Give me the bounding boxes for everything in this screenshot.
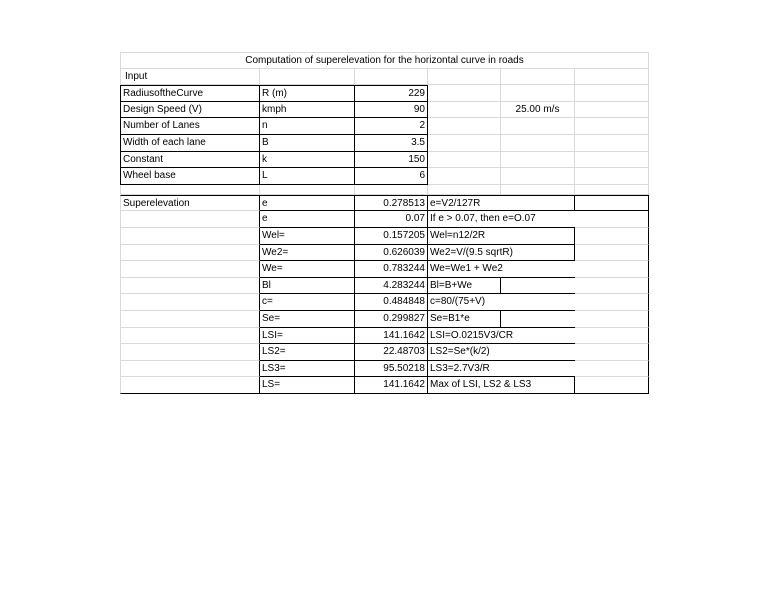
empty-cell[interactable] [575, 69, 649, 86]
result-value-cell[interactable]: 141.1642 [355, 377, 428, 394]
empty-cell[interactable] [501, 228, 575, 245]
result-row [120, 328, 649, 345]
result-symbol-cell[interactable]: Wel= [260, 228, 355, 245]
spacer-row [120, 185, 649, 195]
empty-cell[interactable] [501, 168, 575, 185]
spreadsheet [120, 52, 649, 394]
empty-cell[interactable] [501, 211, 575, 228]
input-name-cell[interactable]: Design Speed (V) [120, 102, 260, 119]
empty-cell[interactable] [355, 69, 428, 86]
input-table [120, 85, 649, 185]
result-value-cell[interactable]: 0.783244 [355, 261, 428, 278]
result-formula-cell[interactable]: c=80/(75+V) [428, 294, 501, 311]
result-formula-cell[interactable]: We=We1 + We2 [428, 261, 501, 278]
result-formula-cell[interactable]: LSI=O.0215V3/CR [428, 328, 501, 345]
result-row [120, 228, 649, 245]
result-value-cell[interactable]: 0.07 [355, 211, 428, 228]
empty-cell[interactable] [501, 245, 575, 262]
empty-cell[interactable] [501, 361, 575, 378]
empty-cell[interactable] [428, 85, 501, 102]
result-row [120, 361, 649, 378]
result-formula-cell[interactable]: We2=V/(9.5 sqrtR) [428, 245, 501, 262]
empty-cell[interactable] [120, 328, 260, 345]
result-symbol-cell[interactable]: c= [260, 294, 355, 311]
result-row [120, 245, 649, 262]
result-value-cell[interactable]: 0.157205 [355, 228, 428, 245]
result-row [120, 344, 649, 361]
result-row [120, 195, 649, 212]
result-formula-cell[interactable]: Bl=B+We [428, 278, 501, 295]
result-value-cell[interactable]: 141.1642 [355, 328, 428, 345]
result-symbol-cell[interactable]: LSI= [260, 328, 355, 345]
input-label[interactable]: Input [120, 69, 260, 86]
input-name-cell[interactable]: Width of each lane [120, 135, 260, 152]
result-formula-cell[interactable]: Wel=n12/2R [428, 228, 501, 245]
result-row [120, 377, 649, 394]
result-formula-cell[interactable]: Se=B1*e [428, 311, 501, 328]
result-symbol-cell[interactable]: Se= [260, 311, 355, 328]
title-row [120, 52, 649, 69]
input-name-cell[interactable]: Wheel base [120, 168, 260, 185]
result-formula-cell[interactable]: LS3=2.7V3/R [428, 361, 501, 378]
empty-cell[interactable] [120, 377, 260, 394]
empty-cell[interactable] [428, 135, 501, 152]
empty-cell[interactable] [575, 328, 649, 345]
result-formula-cell[interactable]: e=V2/127R [428, 195, 501, 212]
empty-cell[interactable] [501, 118, 575, 135]
input-symbol-cell[interactable]: n [260, 118, 355, 135]
input-value-cell[interactable]: 90 [355, 102, 428, 119]
empty-cell[interactable] [501, 135, 575, 152]
empty-cell[interactable] [120, 294, 260, 311]
empty-cell[interactable] [575, 228, 649, 245]
empty-cell[interactable] [120, 228, 260, 245]
empty-cell[interactable] [501, 69, 575, 86]
empty-cell[interactable] [428, 152, 501, 169]
result-row [120, 261, 649, 278]
result-formula-cell[interactable]: If e > 0.07, then e=O.07 [428, 211, 501, 228]
result-value-cell[interactable]: 95.50218 [355, 361, 428, 378]
input-row [120, 135, 649, 152]
empty-cell[interactable] [575, 261, 649, 278]
input-name-cell[interactable]: RadiusoftheCurve [120, 85, 260, 102]
empty-cell[interactable] [428, 102, 501, 119]
input-value-cell[interactable]: 229 [355, 85, 428, 102]
empty-cell[interactable] [428, 69, 501, 86]
empty-cell[interactable] [575, 311, 649, 328]
empty-cell[interactable] [120, 245, 260, 262]
empty-cell[interactable] [120, 361, 260, 378]
result-row [120, 278, 649, 295]
input-name-cell[interactable]: Constant [120, 152, 260, 169]
input-label-row [120, 69, 649, 86]
empty-cell[interactable] [575, 344, 649, 361]
empty-cell[interactable] [260, 185, 355, 195]
empty-cell[interactable] [120, 185, 260, 195]
input-row [120, 168, 649, 185]
result-row [120, 294, 649, 311]
empty-cell[interactable] [575, 294, 649, 311]
empty-cell[interactable] [575, 135, 649, 152]
empty-cell[interactable] [501, 311, 575, 328]
result-row [120, 311, 649, 328]
empty-cell[interactable] [120, 261, 260, 278]
input-symbol-cell[interactable]: k [260, 152, 355, 169]
sheet-title[interactable]: Computation of superelevation for the horizontal curve in roads [120, 52, 649, 69]
empty-cell[interactable] [120, 278, 260, 295]
empty-cell[interactable] [501, 185, 575, 195]
input-row [120, 85, 649, 102]
empty-cell[interactable] [575, 245, 649, 262]
empty-cell[interactable] [575, 278, 649, 295]
result-row [120, 211, 649, 228]
empty-cell[interactable] [575, 152, 649, 169]
empty-cell[interactable] [501, 294, 575, 311]
empty-cell[interactable] [355, 185, 428, 195]
empty-cell[interactable] [501, 344, 575, 361]
empty-cell[interactable] [120, 311, 260, 328]
empty-cell[interactable] [501, 152, 575, 169]
empty-cell[interactable] [575, 211, 649, 228]
result-value-cell[interactable]: 0.299827 [355, 311, 428, 328]
empty-cell[interactable] [260, 69, 355, 86]
input-symbol-cell[interactable]: L [260, 168, 355, 185]
input-row [120, 102, 649, 119]
section-label[interactable]: Superelevation [120, 195, 260, 212]
empty-cell[interactable] [575, 377, 649, 394]
result-symbol-cell[interactable]: LS= [260, 377, 355, 394]
empty-cell[interactable] [575, 361, 649, 378]
result-value-cell[interactable]: 22.48703 [355, 344, 428, 361]
result-value-cell[interactable]: 0.278513 [355, 195, 428, 212]
input-row [120, 152, 649, 169]
empty-cell[interactable] [428, 185, 501, 195]
empty-cell[interactable] [575, 195, 649, 212]
result-symbol-cell[interactable]: Bl [260, 278, 355, 295]
empty-cell[interactable] [428, 168, 501, 185]
empty-cell[interactable] [575, 85, 649, 102]
empty-cell[interactable] [575, 118, 649, 135]
result-symbol-cell[interactable]: LS2= [260, 344, 355, 361]
result-symbol-cell[interactable]: e [260, 211, 355, 228]
result-symbol-cell[interactable]: LS3= [260, 361, 355, 378]
empty-cell[interactable] [501, 261, 575, 278]
result-symbol-cell[interactable]: e [260, 195, 355, 212]
empty-cell[interactable] [501, 85, 575, 102]
input-value-cell[interactable]: 3.5 [355, 135, 428, 152]
superelevation-table [120, 195, 649, 394]
result-value-cell[interactable]: 4.283244 [355, 278, 428, 295]
empty-cell[interactable] [575, 185, 649, 195]
input-value-cell[interactable]: 2 [355, 118, 428, 135]
empty-cell[interactable] [501, 377, 575, 394]
input-name-cell[interactable]: Number of Lanes [120, 118, 260, 135]
result-symbol-cell[interactable]: We2= [260, 245, 355, 262]
result-symbol-cell[interactable]: We= [260, 261, 355, 278]
input-note-cell[interactable]: 25.00 m/s [501, 102, 575, 119]
result-value-cell[interactable]: 0.626039 [355, 245, 428, 262]
result-formula-cell[interactable]: LS2=Se*(k/2) [428, 344, 501, 361]
empty-cell[interactable] [120, 344, 260, 361]
input-value-cell[interactable]: 150 [355, 152, 428, 169]
input-symbol-cell[interactable]: R (m) [260, 85, 355, 102]
empty-cell[interactable] [501, 328, 575, 345]
empty-cell[interactable] [575, 168, 649, 185]
empty-cell[interactable] [501, 278, 575, 295]
result-value-cell[interactable]: 0.484848 [355, 294, 428, 311]
empty-cell[interactable] [575, 102, 649, 119]
input-value-cell[interactable]: 6 [355, 168, 428, 185]
empty-cell[interactable] [120, 211, 260, 228]
empty-cell[interactable] [501, 195, 575, 212]
input-symbol-cell[interactable]: B [260, 135, 355, 152]
input-row [120, 118, 649, 135]
empty-cell[interactable] [428, 118, 501, 135]
result-formula-cell[interactable]: Max of LSI, LS2 & LS3 [428, 377, 501, 394]
input-symbol-cell[interactable]: kmph [260, 102, 355, 119]
